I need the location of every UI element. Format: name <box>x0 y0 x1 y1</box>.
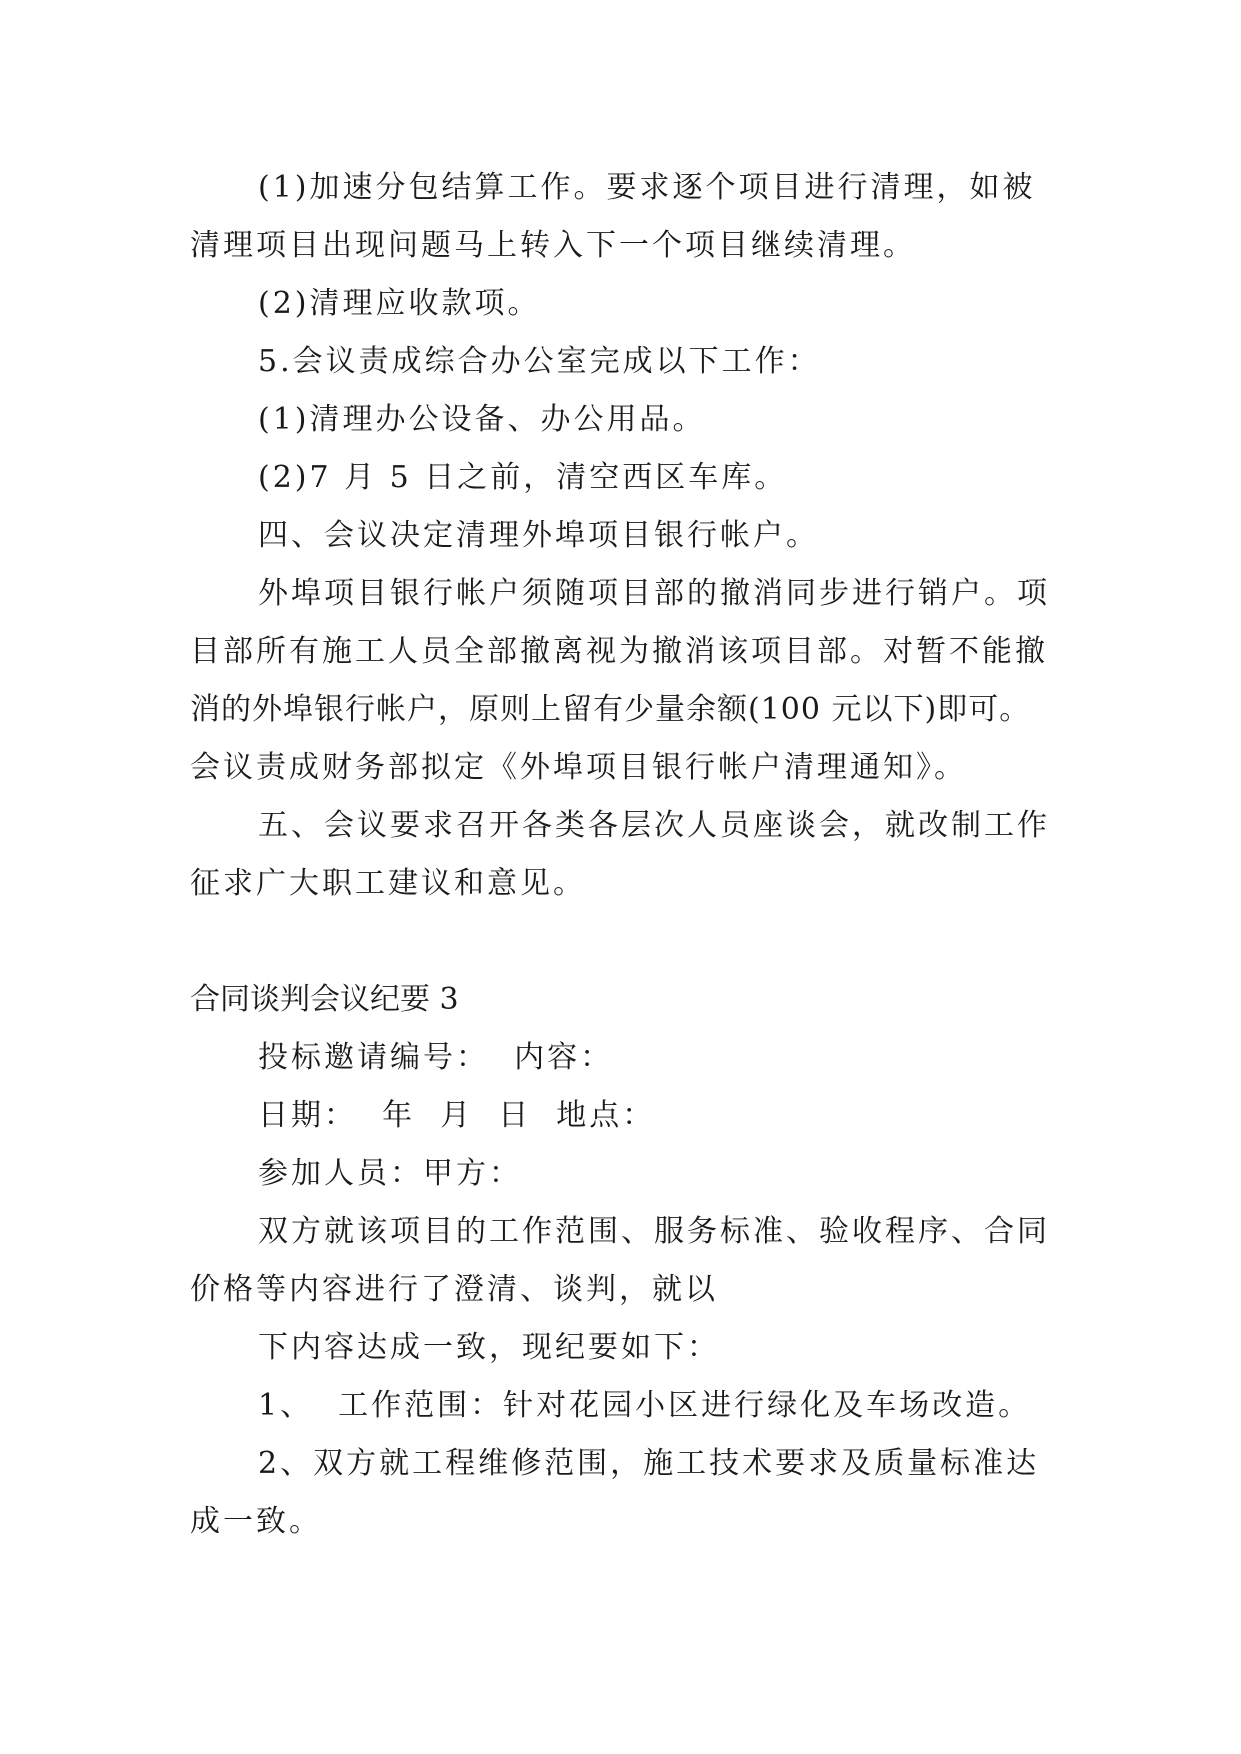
paragraph-line: 消的外埠银行帐户，原则上留有少量余额(100 元以下)即可。 <box>190 692 1031 727</box>
paragraph-line: (1)加速分包结算工作。要求逐个项目进行清理，如被 <box>258 170 1036 205</box>
paragraph-line: 外埠项目银行帐户须随项目部的撤消同步进行销户。项 <box>258 576 1050 611</box>
paragraph-line: 1、 工作范围：针对花园小区进行绿化及车场改造。 <box>258 1388 1032 1423</box>
paragraph-line: (1)清理办公设备、办公用品。 <box>258 402 706 437</box>
paragraph-line: 四、会议决定清理外埠项目银行帐户。 <box>258 518 819 553</box>
paragraph-line: 下内容达成一致，现纪要如下： <box>258 1330 720 1365</box>
paragraph-line: 五、会议要求召开各类各层次人员座谈会，就改制工作 <box>258 808 1050 843</box>
paragraph-line: 价格等内容进行了澄清、谈判，就以 <box>190 1272 718 1307</box>
paragraph-line: 投标邀请编号： 内容： <box>258 1040 614 1075</box>
paragraph-line: 双方就该项目的工作范围、服务标准、验收程序、合同 <box>258 1214 1050 1249</box>
paragraph-line: 清理项目出现问题马上转入下一个项目继续清理。 <box>190 228 916 263</box>
paragraph-line: 成一致。 <box>190 1504 322 1539</box>
paragraph-line: 2、双方就工程维修范围，施工技术要求及质量标准达 <box>258 1446 1040 1481</box>
paragraph-line: 会议责成财务部拟定《外埠项目银行帐户清理通知》。 <box>190 750 967 785</box>
paragraph-line: 参加人员：甲方： <box>258 1156 522 1191</box>
paragraph-line: 目部所有施工人员全部撤离视为撤消该项目部。对暂不能撤 <box>190 634 1048 669</box>
paragraph-line: 日期： 年 月 日 地点： <box>258 1098 656 1133</box>
paragraph-line: 5.会议责成综合办公室完成以下工作： <box>258 344 821 379</box>
paragraph-line: 征求广大职工建议和意见。 <box>190 866 586 901</box>
paragraph-line: (2)清理应收款项。 <box>258 286 541 321</box>
section-title: 合同谈判会议纪要 3 <box>190 982 459 1017</box>
paragraph-line: (2)7 月 5 日之前，清空西区车库。 <box>258 460 788 495</box>
